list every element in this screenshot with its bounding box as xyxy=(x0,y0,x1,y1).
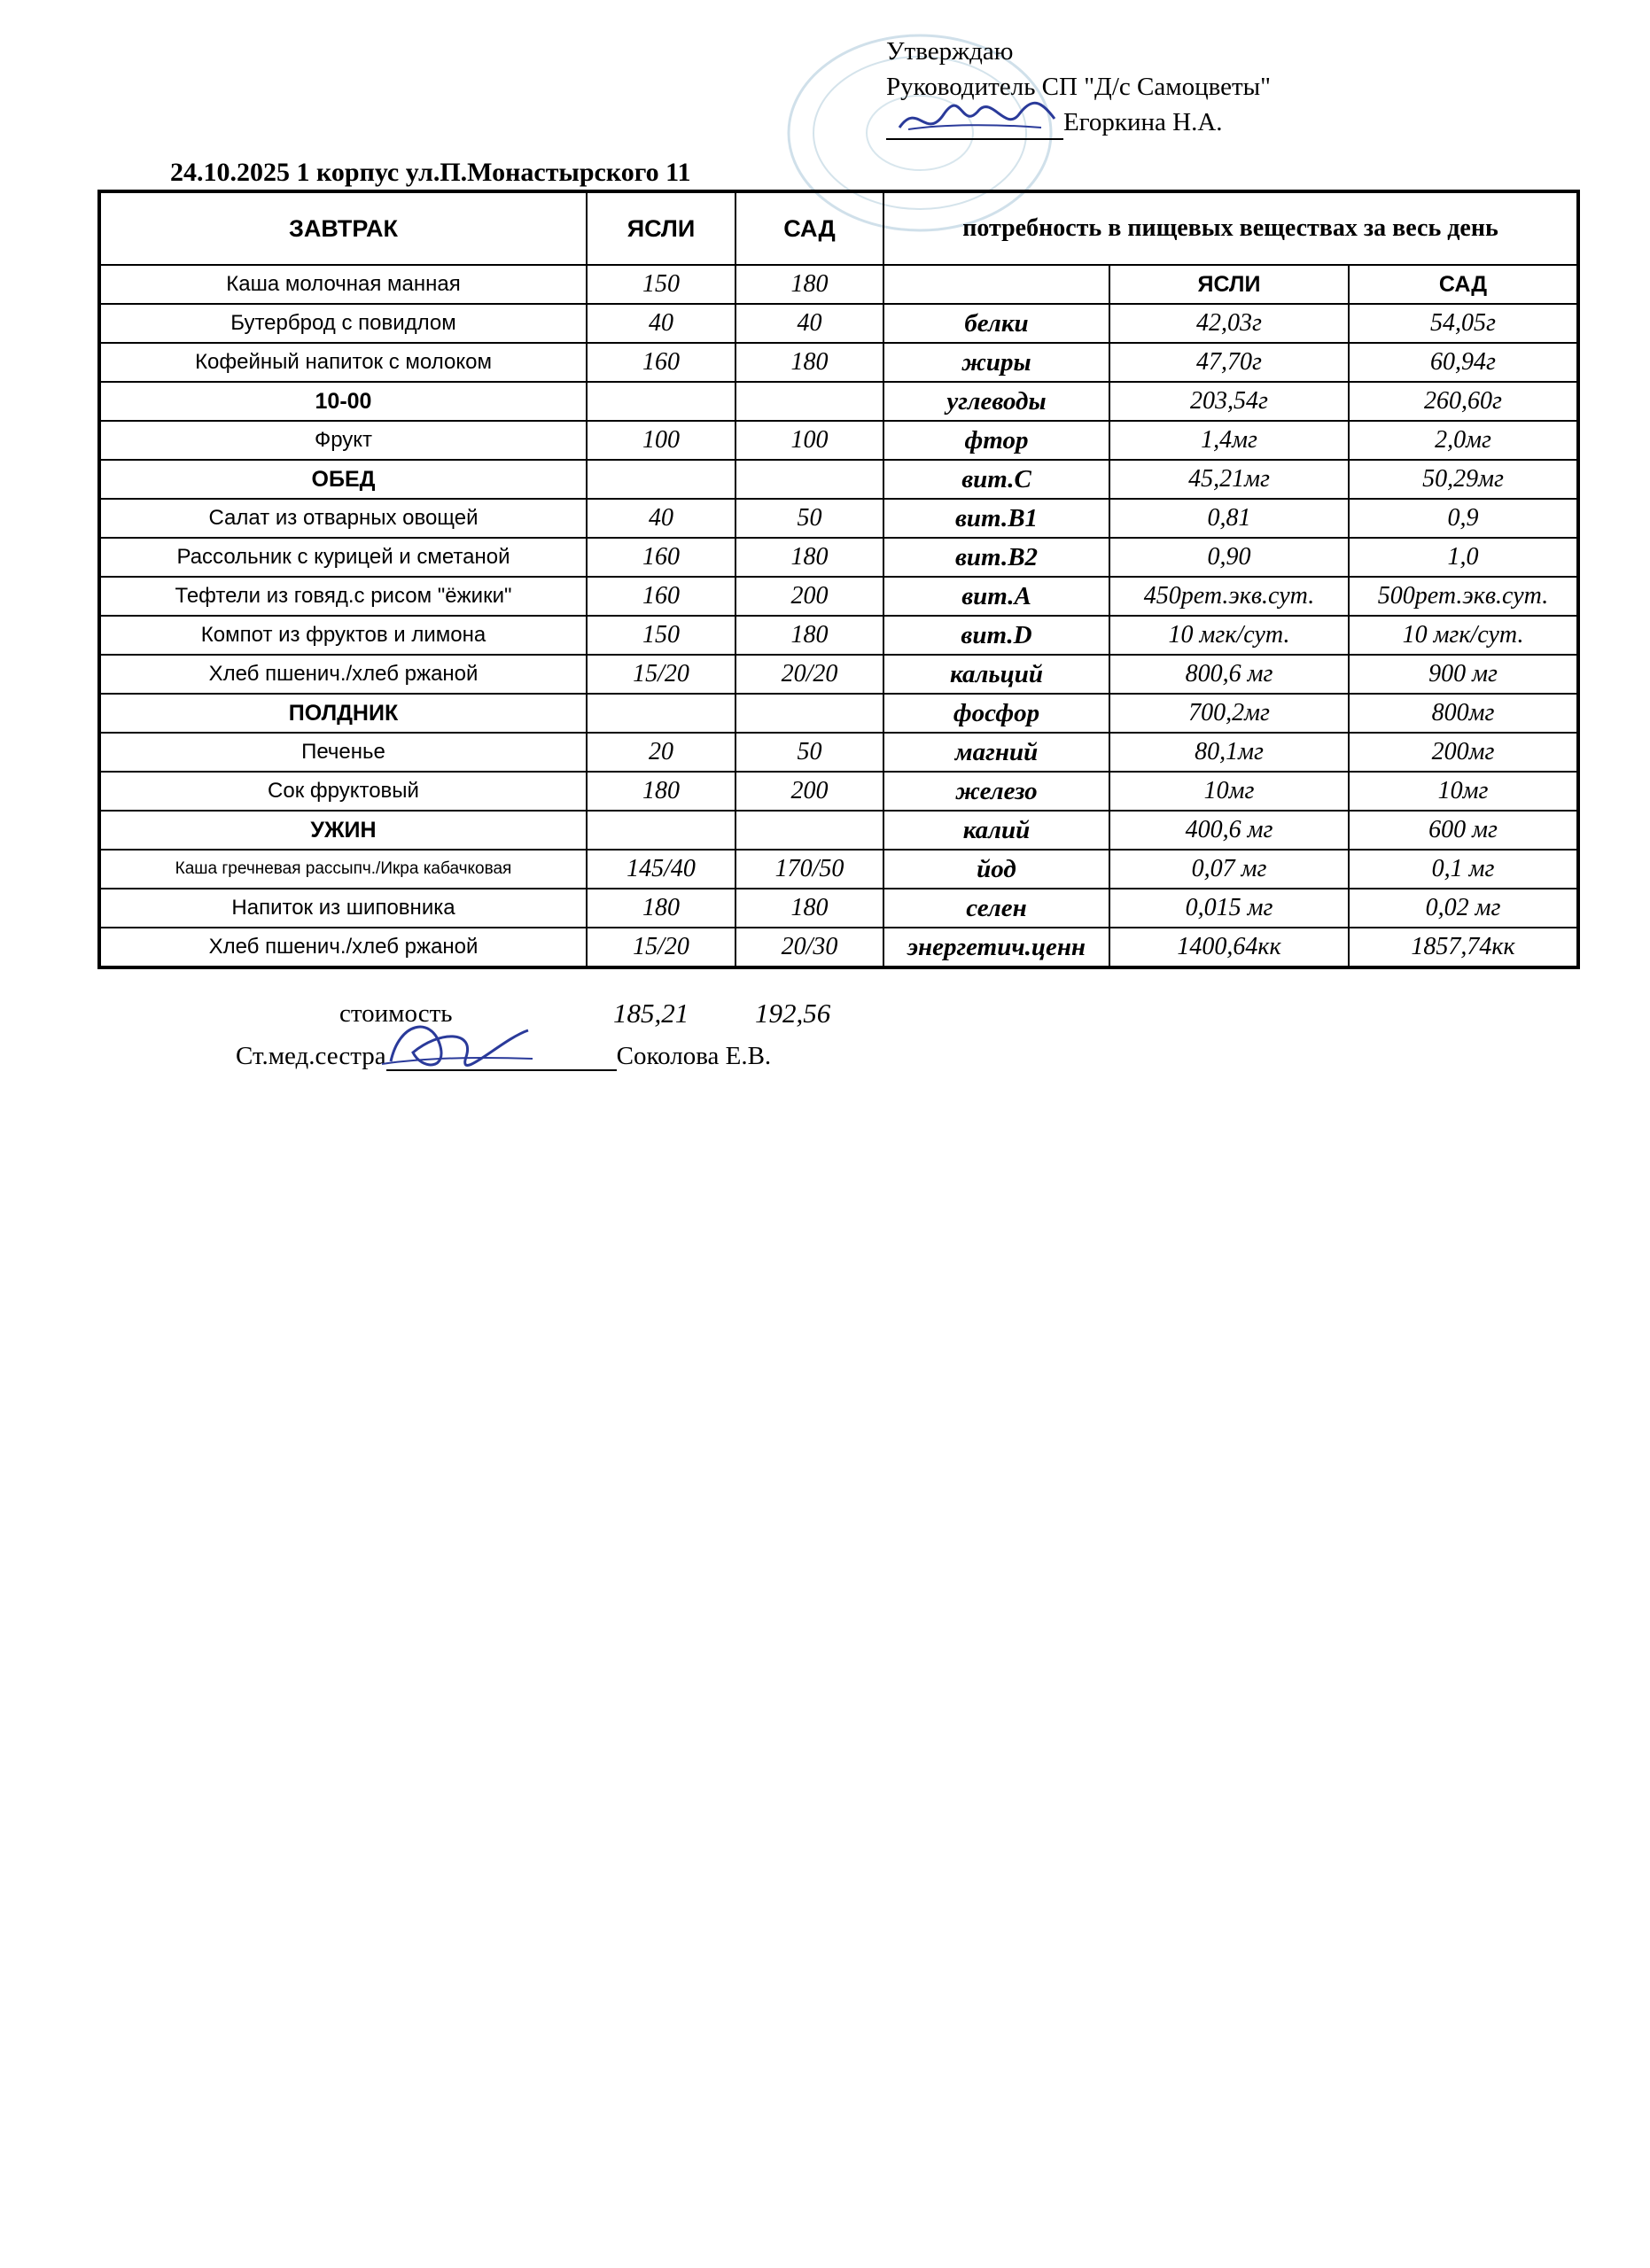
nutrient-garden: 50,29мг xyxy=(1349,460,1578,499)
dish-name: Рассольник с курицей и сметаной xyxy=(99,538,587,577)
nutrient-garden: 200мг xyxy=(1349,733,1578,772)
nutrient-garden: 260,60г xyxy=(1349,382,1578,421)
nutrient-name: калий xyxy=(883,811,1109,850)
portion-nursery: 15/20 xyxy=(587,655,735,694)
dish-name: Напиток из шиповника xyxy=(99,889,587,928)
portion-garden: 170/50 xyxy=(735,850,883,889)
portion-nursery: 15/20 xyxy=(587,928,735,967)
nutrient-nursery: 1400,64кк xyxy=(1109,928,1349,967)
portion-garden: 100 xyxy=(735,421,883,460)
nutrient-garden: 1857,74кк xyxy=(1349,928,1578,967)
nutrient-name: магний xyxy=(883,733,1109,772)
table-row xyxy=(99,850,1578,889)
table-row xyxy=(99,928,1578,967)
portion-nursery: 100 xyxy=(587,421,735,460)
nutrient-nursery: 400,6 мг xyxy=(1109,811,1349,850)
nutrient-name xyxy=(883,265,1109,304)
table-header-row xyxy=(99,191,1578,265)
nutrient-garden: 54,05г xyxy=(1349,304,1578,343)
nutrient-nursery: 800,6 мг xyxy=(1109,655,1349,694)
approval-heading: Утверждаю xyxy=(886,37,1014,66)
portion-nursery: 180 xyxy=(587,772,735,811)
director-signature-line xyxy=(886,113,1063,140)
portion-garden: 20/20 xyxy=(735,655,883,694)
nutrient-garden: 800мг xyxy=(1349,694,1578,733)
portion-nursery: 160 xyxy=(587,343,735,382)
portion-nursery: 180 xyxy=(587,889,735,928)
portion-nursery xyxy=(587,382,735,421)
portion-garden xyxy=(735,694,883,733)
portion-garden: 200 xyxy=(735,577,883,616)
dish-name: Кофейный напиток с молоком xyxy=(99,343,587,382)
nutrient-name: вит.А xyxy=(883,577,1109,616)
portion-nursery: 40 xyxy=(587,304,735,343)
table-row xyxy=(99,421,1578,460)
cost-label: стоимость xyxy=(339,999,453,1028)
portion-garden: 20/30 xyxy=(735,928,883,967)
nutrient-name: энергетич.ценн xyxy=(883,928,1109,967)
subheader-garden: САД xyxy=(1349,265,1578,304)
nutrient-name: углеводы xyxy=(883,382,1109,421)
nutrient-nursery: 80,1мг xyxy=(1109,733,1349,772)
approval-block xyxy=(886,34,1271,140)
portion-nursery: 160 xyxy=(587,577,735,616)
nurse-signature-block xyxy=(236,1042,771,1071)
nutrient-garden: 0,9 xyxy=(1349,499,1578,538)
nutrient-name: селен xyxy=(883,889,1109,928)
dish-name: Каша гречневая рассыпч./Икра кабачковая xyxy=(99,850,587,889)
nutrient-name: вит.В1 xyxy=(883,499,1109,538)
nutrient-garden: 10 мгк/сут. xyxy=(1349,616,1578,655)
cost-garden: 192,56 xyxy=(755,998,831,1029)
approval-position: Руководитель СП "Д/с Самоцветы" xyxy=(886,73,1271,101)
dish-name: Бутерброд с повидлом xyxy=(99,304,587,343)
nutrient-nursery: 10мг xyxy=(1109,772,1349,811)
table-row xyxy=(99,733,1578,772)
nutrient-garden: 1,0 xyxy=(1349,538,1578,577)
dish-name: Фрукт xyxy=(99,421,587,460)
nutrient-garden: 10мг xyxy=(1349,772,1578,811)
nutrient-name: вит.В2 xyxy=(883,538,1109,577)
menu-table xyxy=(97,190,1580,969)
cost-nursery: 185,21 xyxy=(613,998,689,1029)
nutrient-garden: 0,02 мг xyxy=(1349,889,1578,928)
dish-name: Каша молочная манная xyxy=(99,265,587,304)
table-row xyxy=(99,265,1578,304)
nutrient-garden: 2,0мг xyxy=(1349,421,1578,460)
nutrient-name: кальций xyxy=(883,655,1109,694)
nutrient-nursery: 0,90 xyxy=(1109,538,1349,577)
dish-name: Компот из фруктов и лимона xyxy=(99,616,587,655)
dish-name: ОБЕД xyxy=(99,460,587,499)
table-row xyxy=(99,655,1578,694)
nutrient-name: жиры xyxy=(883,343,1109,382)
nutrient-nursery: 0,015 мг xyxy=(1109,889,1349,928)
dish-name: УЖИН xyxy=(99,811,587,850)
nutrient-name: вит.D xyxy=(883,616,1109,655)
nutrient-nursery: 10 мгк/сут. xyxy=(1109,616,1349,655)
dish-name: Хлеб пшенич./хлеб ржаной xyxy=(99,655,587,694)
nutrient-garden: 500рет.экв.сут. xyxy=(1349,577,1578,616)
dish-name: 10-00 xyxy=(99,382,587,421)
dish-name: Хлеб пшенич./хлеб ржаной xyxy=(99,928,587,967)
nurse-name: Соколова Е.В. xyxy=(616,1042,772,1070)
nutrient-nursery: 0,07 мг xyxy=(1109,850,1349,889)
nutrient-nursery: 450рет.экв.сут. xyxy=(1109,577,1349,616)
nutrient-garden: 0,1 мг xyxy=(1349,850,1578,889)
portion-garden: 180 xyxy=(735,538,883,577)
nutrient-nursery: 42,03г xyxy=(1109,304,1349,343)
portion-nursery: 40 xyxy=(587,499,735,538)
nutrient-garden: 60,94г xyxy=(1349,343,1578,382)
nutrient-name: железо xyxy=(883,772,1109,811)
header-meal: ЗАВТРАК xyxy=(99,191,587,265)
nutrient-nursery: 203,54г xyxy=(1109,382,1349,421)
table-row xyxy=(99,499,1578,538)
portion-nursery xyxy=(587,460,735,499)
portion-garden: 50 xyxy=(735,733,883,772)
portion-nursery: 160 xyxy=(587,538,735,577)
portion-garden: 200 xyxy=(735,772,883,811)
portion-nursery xyxy=(587,694,735,733)
dish-name: Сок фруктовый xyxy=(99,772,587,811)
dish-name: Печенье xyxy=(99,733,587,772)
portion-garden: 50 xyxy=(735,499,883,538)
portion-garden: 40 xyxy=(735,304,883,343)
table-row xyxy=(99,616,1578,655)
director-name: Егоркина Н.А. xyxy=(1063,108,1223,136)
portion-garden: 180 xyxy=(735,889,883,928)
nutrient-name: фосфор xyxy=(883,694,1109,733)
director-signature xyxy=(891,92,1059,145)
table-row xyxy=(99,538,1578,577)
nutrient-name: вит.С xyxy=(883,460,1109,499)
nutrient-nursery: 47,70г xyxy=(1109,343,1349,382)
dish-name: ПОЛДНИК xyxy=(99,694,587,733)
nutrient-nursery: 1,4мг xyxy=(1109,421,1349,460)
nutrient-name: йод xyxy=(883,850,1109,889)
nutrient-nursery: 45,21мг xyxy=(1109,460,1349,499)
nutrient-garden: 600 мг xyxy=(1349,811,1578,850)
nutrient-nursery: 0,81 xyxy=(1109,499,1349,538)
dish-name: Тефтели из говяд.с рисом "ёжики" xyxy=(99,577,587,616)
header-nursery: ЯСЛИ xyxy=(587,191,735,265)
portion-garden: 180 xyxy=(735,265,883,304)
portion-nursery: 20 xyxy=(587,733,735,772)
portion-nursery: 150 xyxy=(587,265,735,304)
table-row xyxy=(99,889,1578,928)
portion-garden xyxy=(735,460,883,499)
header-garden: САД xyxy=(735,191,883,265)
table-row xyxy=(99,460,1578,499)
table-row xyxy=(99,304,1578,343)
dish-name: Салат из отварных овощей xyxy=(99,499,587,538)
portion-nursery: 150 xyxy=(587,616,735,655)
portion-garden: 180 xyxy=(735,343,883,382)
portion-garden: 180 xyxy=(735,616,883,655)
nurse-signature-line xyxy=(386,1045,617,1071)
table-row xyxy=(99,811,1578,850)
table-row xyxy=(99,577,1578,616)
subheader-nursery: ЯСЛИ xyxy=(1109,265,1349,304)
header-needs: потребность в пищевых веществах за весь день xyxy=(883,191,1578,265)
portion-nursery: 145/40 xyxy=(587,850,735,889)
nutrient-name: белки xyxy=(883,304,1109,343)
nurse-title: Ст.мед.сестра xyxy=(236,1042,386,1070)
table-row xyxy=(99,772,1578,811)
nutrient-name: фтор xyxy=(883,421,1109,460)
nutrient-nursery: 700,2мг xyxy=(1109,694,1349,733)
nurse-signature xyxy=(377,1013,537,1075)
table-row xyxy=(99,694,1578,733)
nutrient-garden: 900 мг xyxy=(1349,655,1578,694)
table-row xyxy=(99,382,1578,421)
page-title: 24.10.2025 1 корпус ул.П.Монастырского 11 xyxy=(170,158,691,187)
portion-nursery xyxy=(587,811,735,850)
table-row xyxy=(99,343,1578,382)
portion-garden xyxy=(735,811,883,850)
portion-garden xyxy=(735,382,883,421)
